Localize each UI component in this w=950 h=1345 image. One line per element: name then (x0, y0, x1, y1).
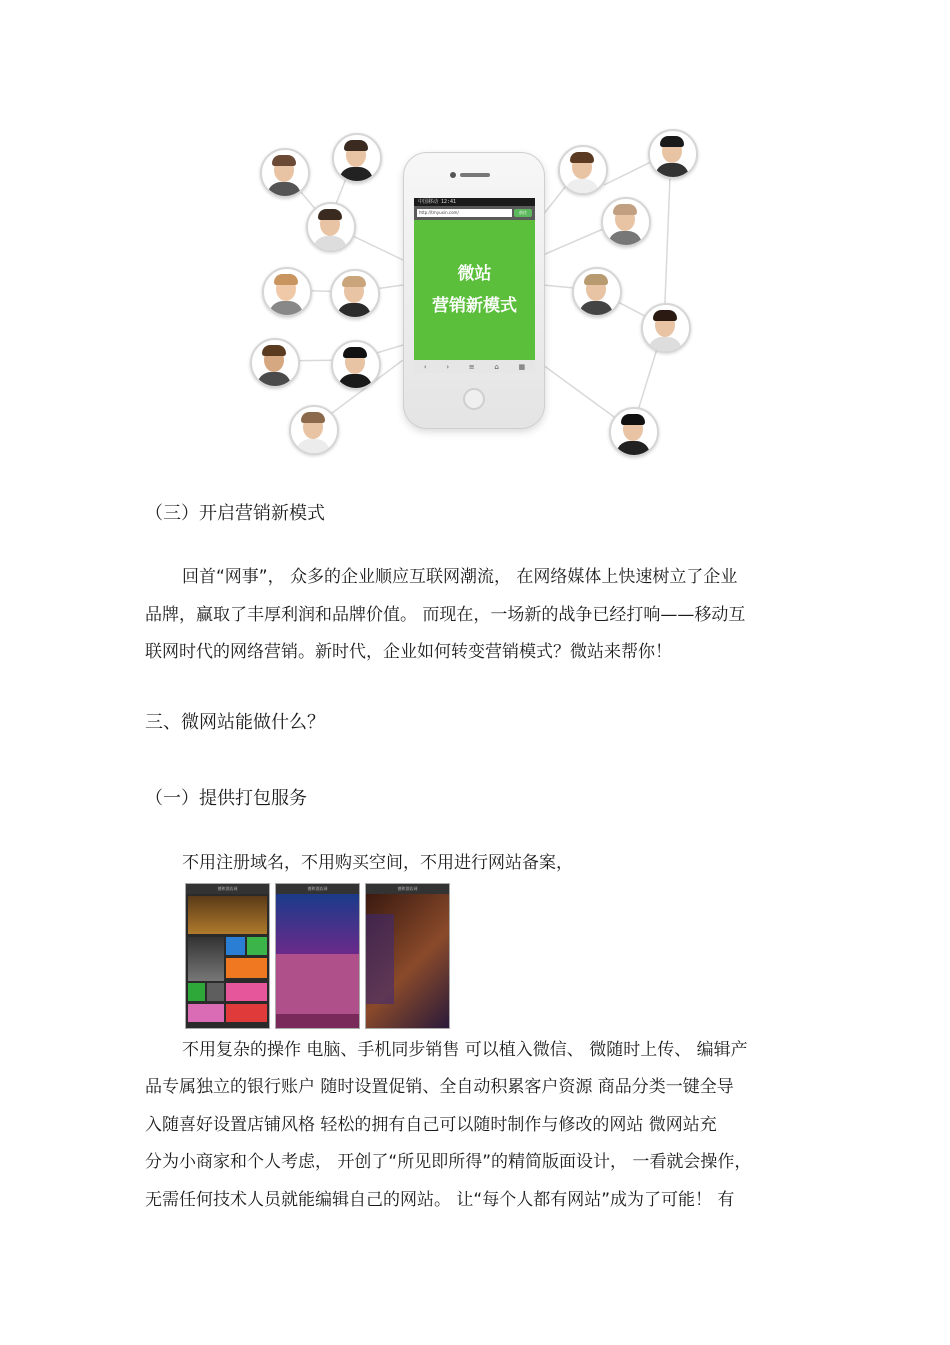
phone-banner (414, 220, 535, 360)
tile-red (226, 1004, 267, 1022)
paragraph-line: 品牌，赢取了丰厚利润和品牌价值。 而现在，一场新的战争已经打响——移动互 (145, 605, 746, 625)
paragraph-line: 不用复杂的操作 电脑、手机同步销售 可以植入微信、 微随时上传、 编辑产 (182, 1040, 748, 1060)
person-avatar (641, 303, 691, 353)
home-button-icon (463, 388, 485, 410)
app-title-bar: 德和酒店网 (186, 884, 269, 894)
paragraph-line: 不用注册域名，不用购买空间，不用进行网站备案， (182, 853, 573, 873)
phone-screen (414, 198, 535, 373)
app-screenshot-1 (185, 883, 270, 1029)
sub-heading-package-service: （一）提供打包服务 (145, 788, 307, 809)
person-avatar (306, 202, 356, 252)
tile-green (247, 937, 267, 955)
person-avatar (332, 133, 382, 183)
piano-image (188, 937, 224, 981)
person-avatar (558, 145, 608, 195)
person-avatar (262, 267, 312, 317)
tile-blue (226, 937, 245, 955)
hero-illustration (240, 120, 710, 465)
menu-grid (276, 954, 359, 1014)
forward-icon: › (446, 362, 450, 371)
app-screenshot-3 (365, 883, 450, 1029)
banner-image (188, 896, 267, 934)
footer-bar (276, 1014, 359, 1028)
person-avatar (260, 148, 310, 198)
tile-magenta (188, 1004, 224, 1022)
tile-pink (226, 983, 267, 1001)
tile-green-2 (188, 983, 205, 1001)
tile-orange (226, 958, 267, 978)
menu-icon: ≡ (468, 362, 475, 371)
phone-status-bar: 中国移动 12:41 (414, 198, 535, 206)
tabs-icon: ▦ (518, 362, 526, 371)
tile-gray (207, 983, 224, 1001)
paragraph-line: 入随喜好设置店铺风格 轻松的拥有自己可以随时制作与修改的网站 微网站充 (145, 1115, 717, 1135)
phone-banner-line2: 营销新模式 (432, 296, 517, 316)
phone-nav-bar (414, 360, 535, 373)
person-avatar (601, 197, 651, 247)
app-title-bar: 德和酒店网 (366, 884, 449, 894)
phone-go-button: 前往 (514, 209, 532, 217)
paragraph-line: 分为小商家和个人考虑， 开创了“所见即所得”的精简版面设计， 一看就会操作， (145, 1152, 752, 1172)
smartphone (403, 152, 545, 429)
person-avatar (330, 269, 380, 319)
paragraph-line: 回首“网事”， 众多的企业顺应互联网潮流， 在网络媒体上快速树立了企业 (182, 567, 738, 587)
person-avatar (609, 407, 659, 457)
app-title-bar: 德和酒店网 (276, 884, 359, 894)
app-screenshot-2 (275, 883, 360, 1029)
paragraph-line: 品专属独立的银行账户 随时设置促销、全自动积累客户资源 商品分类一键全导 (145, 1077, 734, 1097)
person-avatar (250, 338, 300, 388)
person-avatar (572, 267, 622, 317)
home-icon: ⌂ (494, 362, 499, 371)
phone-banner-line1: 微站 (457, 264, 492, 284)
stage-image (276, 894, 359, 954)
camera-icon (450, 172, 456, 178)
phone-url-bar (414, 206, 535, 220)
sub-heading-open-marketing: （三）开启营销新模式 (145, 503, 325, 524)
section-heading: 三、微网站能做什么？ (145, 712, 325, 733)
speaker-icon (460, 173, 490, 177)
paragraph-line: 无需任何技术人员就能编辑自己的网站。 让“每个人都有网站”成为了可能！ 有 (145, 1190, 735, 1210)
back-icon: ‹ (423, 362, 427, 371)
person-avatar (648, 129, 698, 179)
person-avatar (289, 405, 339, 455)
side-menu (366, 914, 394, 1004)
phone-url-field: http://tmyuxin.com/ (417, 209, 512, 217)
paragraph-line: 联网时代的网络营销。新时代，企业如何转变营销模式？微站来帮你！ (145, 642, 672, 662)
person-avatar (331, 340, 381, 390)
